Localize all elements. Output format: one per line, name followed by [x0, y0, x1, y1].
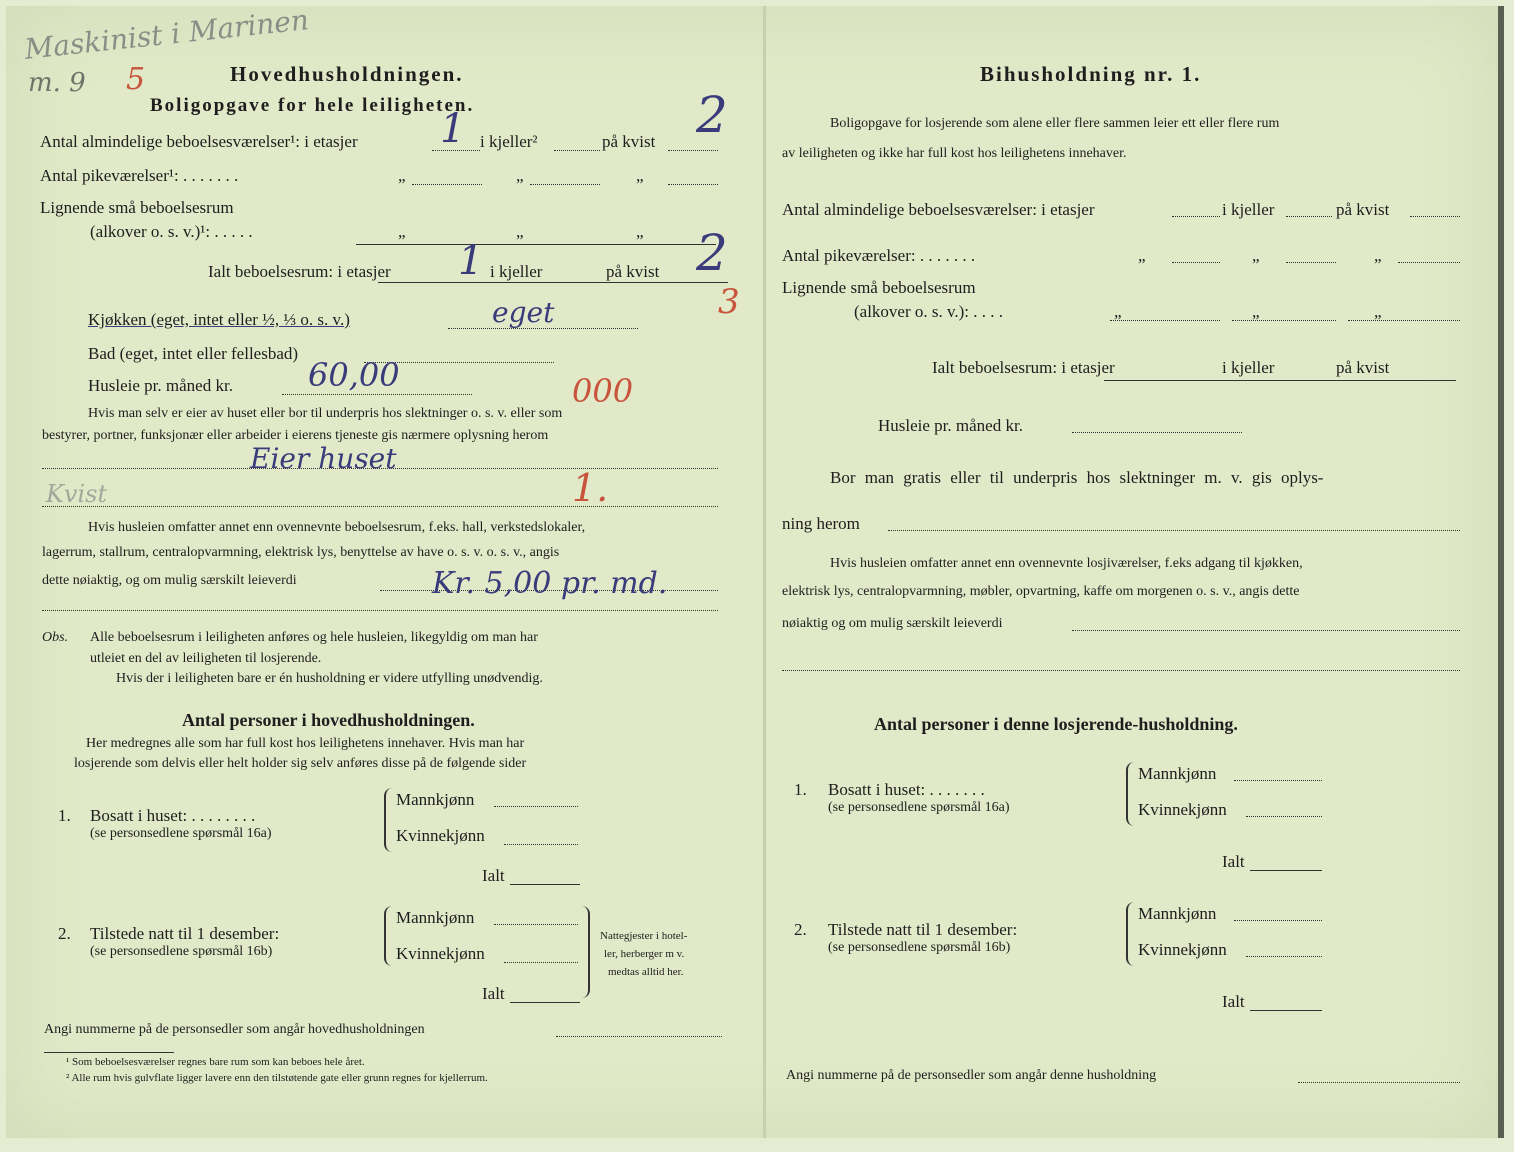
right-q1-ialt: Ialt [1222, 852, 1245, 871]
right-q1-kvinne: Kvinnekjønn [1138, 800, 1227, 819]
right-omfatter2: elektrisk lys, centralopvarmning, møbler, opvartning, kaffe om morgenen o. s. v., angis dette [782, 584, 1300, 599]
left-smaa-q3: „ [636, 222, 644, 241]
right-q1-kvinne-field[interactable] [1246, 816, 1322, 817]
right-omfatter1: Hvis husleien omfatter annet enn ovennevnte losjiværelser, f.eks adgang til kjøkken, [830, 556, 1303, 571]
left-pike-kjeller[interactable] [530, 184, 600, 185]
page-fold [763, 6, 766, 1138]
left-q2-kvinne: Kvinnekjønn [396, 944, 485, 963]
right-persons-title: Antal personer i denne losjerende-husholdning. [874, 714, 1238, 734]
left-kvist-label: på kvist [602, 132, 656, 151]
right-smaa-q1: „ [1114, 302, 1122, 321]
right-gratis2: ning herom [782, 514, 860, 533]
right-q2-num: 2. [794, 920, 807, 939]
right-kvist-field[interactable] [1410, 216, 1460, 217]
right-etasjer-field[interactable] [1172, 216, 1220, 217]
handwritten-ref: m. 9 [28, 68, 86, 98]
right-smaa-kjeller[interactable] [1232, 320, 1336, 321]
left-obs-label: Obs. [42, 630, 69, 645]
left-q2-ialt: Ialt [482, 984, 505, 1003]
left-husleie-label: Husleie pr. måned kr. [88, 376, 233, 395]
hw-etasjer: 1 [440, 106, 466, 152]
right-angi-field[interactable] [1298, 1082, 1460, 1083]
left-ialt-label: Ialt beboelsesrum: i etasjer [208, 262, 391, 281]
right-q2-sub: (se personsedlene spørsmål 16b) [828, 940, 1011, 955]
left-q1-kvinne-field[interactable] [504, 844, 578, 845]
right-q2-ialt: Ialt [1222, 992, 1245, 1011]
left-ialt-kjeller-label: i kjeller [490, 262, 543, 281]
left-q2-ialt-field[interactable] [510, 1002, 580, 1003]
left-kvist-field[interactable] [668, 150, 718, 151]
left-omfatter1: Hvis husleien omfatter annet enn ovennevnte beboelsesrum, f.eks. hall, verkstedslokaler, [88, 520, 586, 535]
right-q2-brace [1126, 902, 1136, 966]
right-kjeller-label: i kjeller [1222, 200, 1275, 219]
left-pike-q1: „ [398, 166, 406, 185]
right-smaa-kvist[interactable] [1348, 320, 1460, 321]
right-gratis1: Bor man gratis eller til underpris hos slektninger m. v. gis oplys- [830, 468, 1324, 487]
handwritten-occupation: Maskinist i Marinen [23, 3, 311, 66]
left-title: Hovedhusholdningen. [230, 62, 464, 86]
left-persons-title: Antal personer i hovedhusholdningen. [182, 710, 475, 730]
right-pike-q2: „ [1252, 246, 1260, 265]
right-q1-sub: (se personsedlene spørsmål 16a) [828, 800, 1010, 815]
right-q2-kvinne-field[interactable] [1246, 956, 1322, 957]
left-q1-brace [384, 788, 394, 852]
left-pike-q3: „ [636, 166, 644, 185]
right-ialt-label: Ialt beboelsesrum: i etasjer [932, 358, 1115, 377]
right-pike-label: Antal pikeværelser: . . . . . . . [782, 246, 976, 265]
hw-ialt-red: 3 [718, 282, 740, 322]
census-form-sheet [6, 3, 1504, 1138]
left-omfatter3: dette nøiaktig, og om mulig særskilt leieverdi [42, 573, 297, 588]
left-angi: Angi nummerne på de personsedler som angår hovedhusholdningen [44, 1022, 425, 1037]
left-footnote-rule [44, 1052, 174, 1053]
right-pike-etasjer[interactable] [1172, 262, 1220, 263]
hw-husleie: 60,00 [308, 356, 400, 394]
left-q1-label: Bosatt i huset: . . . . . . . . [90, 806, 256, 825]
right-q1-label: Bosatt i huset: . . . . . . . [828, 780, 985, 799]
left-omfatter2: lagerrum, stallrum, centralopvarmning, elektrisk lys, benyttelse av have o. s. v. o. s. v., angis [42, 545, 560, 560]
left-q2-mann-field[interactable] [494, 924, 578, 925]
left-pike-q2: „ [516, 166, 524, 185]
left-q1-ialt: Ialt [482, 866, 505, 885]
right-smaa-etasjer[interactable] [1110, 320, 1220, 321]
left-q2-right-brace [580, 906, 590, 998]
right-q2-ialt-field[interactable] [1250, 1010, 1322, 1011]
left-pike-kvist[interactable] [668, 184, 718, 185]
left-rooms-label: Antal almindelige beboelsesværelser¹: i etasjer [40, 132, 358, 151]
left-obs3: Hvis der i leiligheten bare er én husholdning er videre utfylling unødvendig. [116, 671, 543, 686]
left-q1-num: 1. [58, 806, 71, 825]
right-ialt-kvist-label: på kvist [1336, 358, 1390, 377]
right-kvist-label: på kvist [1336, 200, 1390, 219]
hw-red-1: 1. [572, 466, 609, 510]
right-q2-label: Tilstede natt til 1 desember: [828, 920, 1018, 939]
left-leieverdi-field2[interactable] [42, 610, 718, 611]
right-q1-ialt-field[interactable] [1250, 870, 1322, 871]
left-smaa-rule [356, 244, 716, 245]
right-ialt-rule [1104, 380, 1456, 381]
right-leieverdi-field[interactable] [1072, 630, 1460, 631]
left-persons-text1: Her medregnes alle som har full kost hos leilighetens innehaver. Hvis man har [86, 736, 525, 751]
left-smaa-q1: „ [398, 222, 406, 241]
left-fn2: ² Alle rum hvis gulvflate ligger lavere enn den tilstøtende gate eller grunn regnes for kjellerrum. [66, 1072, 488, 1084]
left-q2-kvinne-field[interactable] [504, 962, 578, 963]
right-leieverdi-field2[interactable] [782, 670, 1460, 671]
left-natt3: medtas alltid her. [608, 966, 684, 978]
right-intro1: Boligopgave for losjerende som alene eller flere sammen leier ett eller flere rum [830, 116, 1280, 131]
left-q2-num: 2. [58, 924, 71, 943]
left-obs2: utleiet en del av leiligheten til losjerende. [90, 651, 322, 666]
right-angi: Angi nummerne på de personsedler som angår denne husholdning [786, 1068, 1157, 1083]
handwritten-ref-red: 5 [126, 62, 146, 97]
left-smaa-label2: (alkover o. s. v.)¹: . . . . . [90, 222, 253, 241]
hw-lys: Kr. 5,00 pr. md. [432, 566, 668, 601]
left-bad-label: Bad (eget, intet eller fellesbad) [88, 344, 299, 363]
right-q2-mann-field[interactable] [1234, 920, 1322, 921]
left-q2-mann: Mannkjønn [396, 908, 475, 927]
left-q1-ialt-field[interactable] [510, 884, 580, 885]
hw-ialt-kvist: 2 [696, 224, 728, 282]
right-pike-kvist[interactable] [1398, 262, 1460, 263]
left-ialt-kvist-label: på kvist [606, 262, 660, 281]
left-persons-text2: losjerende som delvis eller helt holder sig selv anføres disse på de følgende sider [74, 756, 527, 771]
left-pike-label: Antal pikeværelser¹: . . . . . . . [40, 166, 239, 185]
hw-kvist: 2 [696, 86, 728, 144]
left-q1-mann-field[interactable] [494, 806, 578, 807]
right-q1-mann-field[interactable] [1234, 780, 1322, 781]
left-q1-kvinne: Kvinnekjønn [396, 826, 485, 845]
right-q1-mann: Mannkjønn [1138, 764, 1217, 783]
left-natt1: Nattegjester i hotel- [600, 930, 688, 942]
right-pike-q1: „ [1138, 246, 1146, 265]
left-q2-sub: (se personsedlene spørsmål 16b) [90, 944, 273, 959]
left-subtitle: Boligopgave for hele leiligheten. [150, 95, 475, 116]
right-smaa-label2: (alkover o. s. v.): . . . . [854, 302, 1004, 321]
left-eier-field2[interactable] [42, 506, 718, 507]
left-q1-mann: Mannkjønn [396, 790, 475, 809]
hw-ialt-etasjer: 1 [458, 238, 484, 284]
left-kjeller-field[interactable] [554, 150, 600, 151]
hw-kjokken: eget [492, 296, 555, 329]
right-smaa-q3: „ [1374, 302, 1382, 321]
right-title: Bihusholdning nr. 1. [980, 62, 1202, 86]
right-pike-kjeller[interactable] [1286, 262, 1336, 263]
left-fn1: ¹ Som beboelsesværelser regnes bare rum som kan beboes hele året. [66, 1056, 365, 1068]
right-q1-num: 1. [794, 780, 807, 799]
right-omfatter3: nøiaktig og om mulig særskilt leieverdi [782, 616, 1003, 631]
hw-red-000: 000 [572, 372, 634, 410]
right-kjeller-field[interactable] [1286, 216, 1332, 217]
right-rooms-label: Antal almindelige beboelsesværelser: i etasjer [782, 200, 1095, 219]
left-smaa-q2: „ [516, 222, 524, 241]
left-natt2: ler, herberger m v. [604, 948, 685, 960]
left-q1-sub: (se personsedlene spørsmål 16a) [90, 826, 272, 841]
left-kjokken-label: Kjøkken (eget, intet eller ½, ⅓ o. s. v.) [88, 310, 350, 329]
right-husleie-field[interactable] [1072, 432, 1242, 433]
right-intro2: av leiligheten og ikke har full kost hos leilighetens innehaver. [782, 146, 1127, 161]
left-eier-text1: Hvis man selv er eier av huset eller bor til underpris hos slektninger o. s. v. eller som [88, 406, 563, 421]
left-eier-text2: bestyrer, portner, funksjonær eller arbeider i eierens tjeneste gis nærmere oplysning herom [42, 428, 549, 443]
left-pike-etasjer[interactable] [412, 184, 482, 185]
right-q2-kvinne: Kvinnekjønn [1138, 940, 1227, 959]
left-husleie-field[interactable] [282, 394, 472, 395]
right-smaa-label1: Lignende små beboelsesrum [782, 278, 976, 297]
right-husleie-label: Husleie pr. måned kr. [878, 416, 1023, 435]
right-smaa-q2: „ [1252, 302, 1260, 321]
right-q1-brace [1126, 762, 1136, 826]
left-q2-label: Tilstede natt til 1 desember: [90, 924, 280, 943]
right-pike-q3: „ [1374, 246, 1382, 265]
left-obs1: Alle beboelsesrum i leiligheten anføres og hele husleien, likegyldig om man har [90, 630, 538, 645]
hw-kvist-faint: Kvist [46, 480, 108, 508]
right-gratis-field[interactable] [888, 530, 1460, 531]
left-smaa-label1: Lignende små beboelsesrum [40, 198, 234, 217]
right-q2-mann: Mannkjønn [1138, 904, 1217, 923]
right-ialt-kjeller-label: i kjeller [1222, 358, 1275, 377]
left-angi-field[interactable] [556, 1036, 722, 1037]
left-kjeller-label: i kjeller² [480, 132, 538, 151]
left-q2-brace [384, 906, 394, 966]
left-ialt-rule [378, 282, 728, 283]
hw-eier: Eier huset [250, 442, 397, 475]
